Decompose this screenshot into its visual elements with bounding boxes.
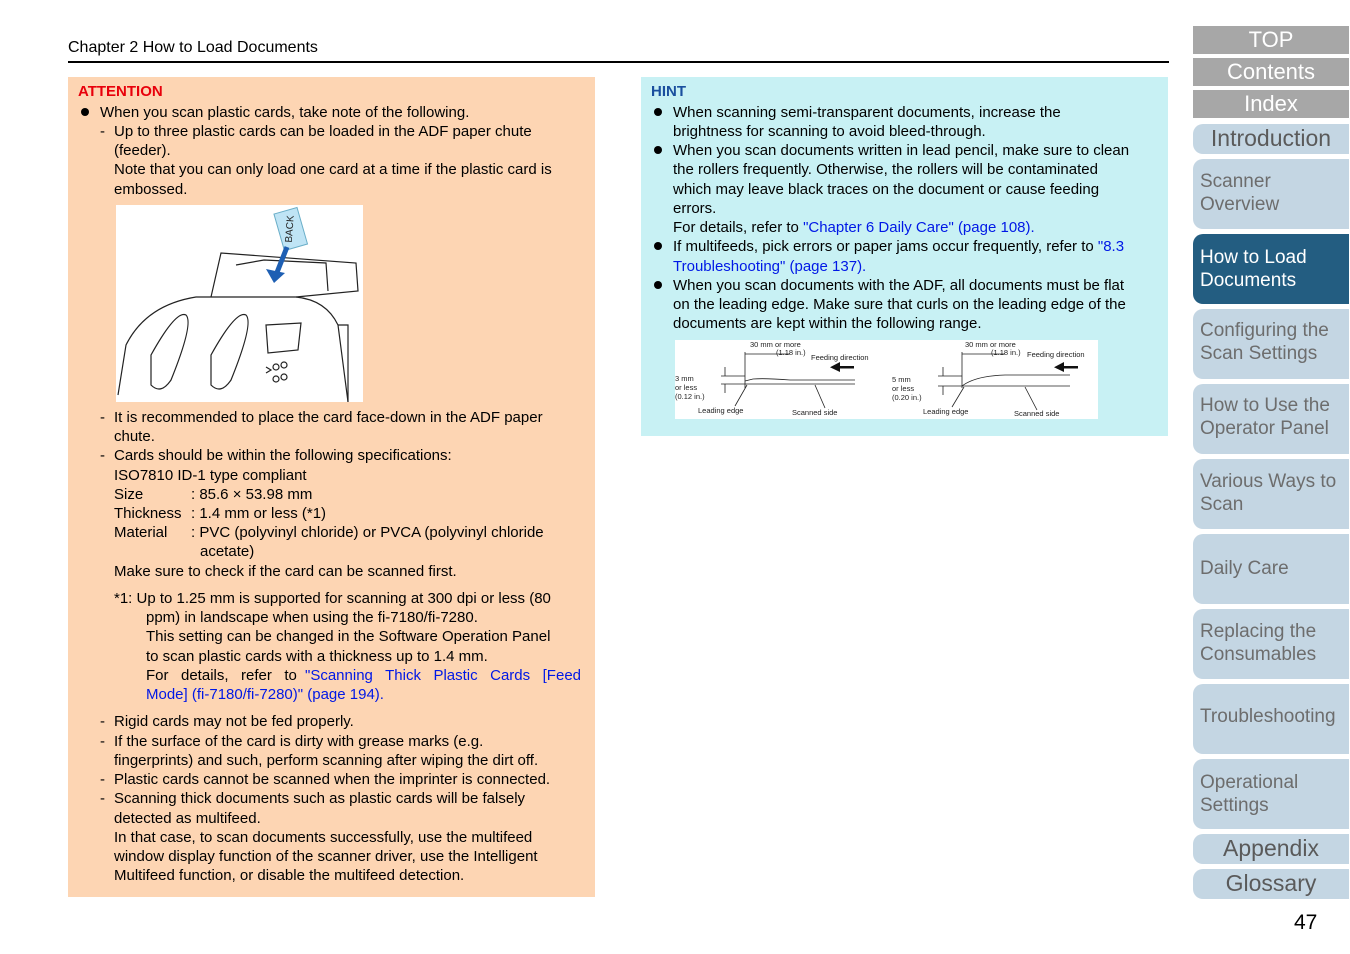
nav-glossary[interactable]: Glossary [1193,869,1349,899]
nav-contents-button[interactable]: Contents [1193,58,1349,86]
bullet-icon [654,242,662,250]
diagram-text: (1.18 in.) [991,348,1021,357]
check-text: Make sure to check if the card can be scanned first. [114,563,457,580]
attention-item-text: In that case, to scan documents successfully, use the multifeed [114,829,533,846]
header-rule [68,61,1169,63]
hint-text: When you scan documents written in lead pencil, make sure to clean [673,142,1130,159]
attention-item-text: (feeder). [114,142,171,159]
nav-appendix[interactable]: Appendix [1193,834,1349,864]
attention-item-text: Plastic cards cannot be scanned when the imprinter is connected. [114,771,551,788]
nav-chapter-label: Operational [1200,772,1299,793]
diagram-text: or less [675,383,698,392]
dash-marker: - [100,447,105,464]
attention-item-text: Multifeed function, or disable the multifeed detection. [114,867,465,884]
attention-item-text: chute. [114,428,155,445]
attention-item-text: embossed. [114,181,188,198]
attention-item-text: Note that you can only load one card at a time if the plastic card is [114,161,552,178]
diagram-text: Feeding direction [811,353,869,362]
hint-text: errors. [673,200,717,217]
diagram-text: (1.18 in.) [776,348,806,357]
nav-chapter-scanner-overview[interactable] [1193,159,1349,229]
nav-top-button[interactable]: TOP [1193,26,1349,54]
spec-material-value-cont: acetate) [200,543,255,560]
hint-box [641,77,1168,436]
attention-box [68,77,595,897]
attention-item-text: It is recommended to place the card face-down in the ADF paper [114,409,543,426]
note-text: This setting can be changed in the Software Operation Panel [146,628,551,645]
spec-size-value: : 85.6 × 53.98 mm [191,486,313,503]
hint-text: documents are kept within the following range. [673,315,982,332]
page-number: 47 [1294,911,1318,934]
diagram-text: Scanned side [792,408,838,417]
nav-index-button[interactable]: Index [1193,90,1349,118]
attention-item-text: detected as multifeed. [114,810,261,827]
hint-title: HINT [651,83,686,100]
troubleshooting-link[interactable]: "8.3 [1097,238,1125,255]
nav-chapter-various-ways-to-scan[interactable] [1193,459,1349,529]
nav-chapter-label: Replacing the [1200,621,1317,642]
nav-chapter-operator-panel[interactable] [1193,384,1349,454]
diagram-text: or less [892,384,915,393]
attention-bullet-text: When you scan plastic cards, take note of the following. [100,104,470,121]
attention-title: ATTENTION [78,83,163,100]
diagram-text: 30 mm or more [965,340,1016,349]
nav-chapter-label: Various Ways to [1200,471,1337,492]
diagram-text: Scanned side [1014,409,1060,418]
nav-chapter-label: Settings [1200,795,1269,816]
attention-item-text: window display function of the scanner driver, use the Intelligent [114,848,538,865]
bullet-icon [654,108,662,116]
note-text: to scan plastic cards with a thickness up to 1.4 mm. [146,648,488,665]
spec-material-label: Material [114,524,168,541]
nav-chapter-how-to-load-documents[interactable] [1193,234,1349,304]
curl-range-diagram [675,340,1098,419]
nav-chapter-daily-care[interactable] [1193,534,1349,604]
nav-chapter-label: Configuring the [1200,320,1329,341]
diagram-text: Feeding direction [1027,350,1085,359]
dash-marker: - [100,733,105,750]
nav-chapter-label: Daily Care [1200,558,1289,579]
spec-size-label: Size [114,486,144,503]
bullet-icon [654,281,662,289]
thick-cards-link-cont[interactable]: Mode] (fi-7180/fi-7280)" (page 194). [146,686,384,703]
nav-chapter-label: Operator Panel [1200,418,1329,439]
nav-chapter-label: Overview [1200,194,1280,215]
nav-introduction[interactable]: Introduction [1193,124,1349,154]
nav-chapter-label: How to Use the [1200,395,1330,416]
nav-chapter-label: Consumables [1200,644,1317,665]
spec-material-value: : PVC (polyvinyl chloride) or PVCA (polyvinyl chloride [191,524,544,541]
diagram-text: 5 mm [892,375,911,384]
nav-chapter-configuring-scan-settings[interactable] [1193,309,1349,379]
card-back-label: BACK [283,215,297,243]
hint-text [673,218,1035,237]
note-text: *1: Up to 1.25 mm is supported for scanning at 300 dpi or less (80 [114,590,551,607]
bullet-icon [81,108,89,116]
troubleshooting-link-cont[interactable]: Troubleshooting" (page 137). [673,258,867,275]
dash-marker: - [100,409,105,426]
attention-item-text: fingerprints) and such, perform scanning after wiping the dirt off. [114,752,539,769]
attention-item-text: Rigid cards may not be fed properly. [114,713,354,730]
nav-chapter-label: Scan [1200,494,1244,515]
dash-marker: - [100,790,105,807]
hint-text: on the leading edge. Make sure that curls on the leading edge of the [673,296,1126,313]
hint-ref-text: For details, refer to [673,219,804,236]
bullet-icon [654,146,662,154]
nav-chapter-label: Documents [1200,270,1297,291]
nav-chapter-replacing-consumables[interactable] [1193,609,1349,679]
hint-text [673,237,1124,256]
attention-item-text: ISO7810 ID-1 type compliant [114,467,307,484]
diagram-text: (0.12 in.) [675,392,705,401]
attention-item-text: Up to three plastic cards can be loaded in the ADF paper chute [114,123,532,140]
daily-care-link[interactable]: "Chapter 6 Daily Care" (page 108). [803,219,1035,236]
diagram-text: 3 mm [675,374,694,383]
spec-thickness-label: Thickness [114,505,182,522]
nav-chapter-label: How to Load [1200,247,1307,268]
hint-text: When you scan documents with the ADF, all documents must be flat [673,277,1125,294]
diagram-text: 30 mm or more [750,340,801,349]
hint-text: which may leave black traces on the document or cause feeding [673,181,1100,198]
diagram-text: Leading edge [923,407,969,416]
diagram-text: Leading edge [698,406,744,415]
note-ref-text: For details, refer to [146,667,297,684]
hint-text: brightness for scanning to avoid bleed-through. [673,123,986,140]
spec-thickness-value: : 1.4 mm or less (*1) [191,505,327,522]
dash-marker: - [100,713,105,730]
dash-marker: - [100,771,105,788]
nav-chapter-label: Troubleshooting [1200,706,1336,727]
nav-chapter-label: Scan Settings [1200,343,1318,364]
hint-text: When scanning semi-transparent documents, increase the [673,104,1061,121]
nav-chapter-operational-settings[interactable] [1193,759,1349,829]
nav-chapter-troubleshooting[interactable] [1193,684,1349,754]
attention-item-text: Scanning thick documents such as plastic cards will be falsely [114,790,526,807]
hint-text: the rollers frequently. Otherwise, the rollers will be contaminated [673,161,1098,178]
attention-item-text: Cards should be within the following specifications: [114,447,452,464]
note-text: ppm) in landscape when using the fi-7180/fi-7280. [146,609,478,626]
scanner-card-illustration [116,205,363,402]
thick-cards-link[interactable]: "Scanning Thick Plastic Cards [Feed [305,667,581,684]
nav-chapter-label: Scanner [1200,171,1271,192]
diagram-text: (0.20 in.) [892,393,922,402]
hint-ref-text: If multifeeds, pick errors or paper jams occur frequently, refer to [673,238,1098,255]
dash-marker: - [100,123,105,140]
attention-item-text: If the surface of the card is dirty with grease marks (e.g. [114,733,484,750]
chapter-header: Chapter 2 How to Load Documents [68,39,318,56]
